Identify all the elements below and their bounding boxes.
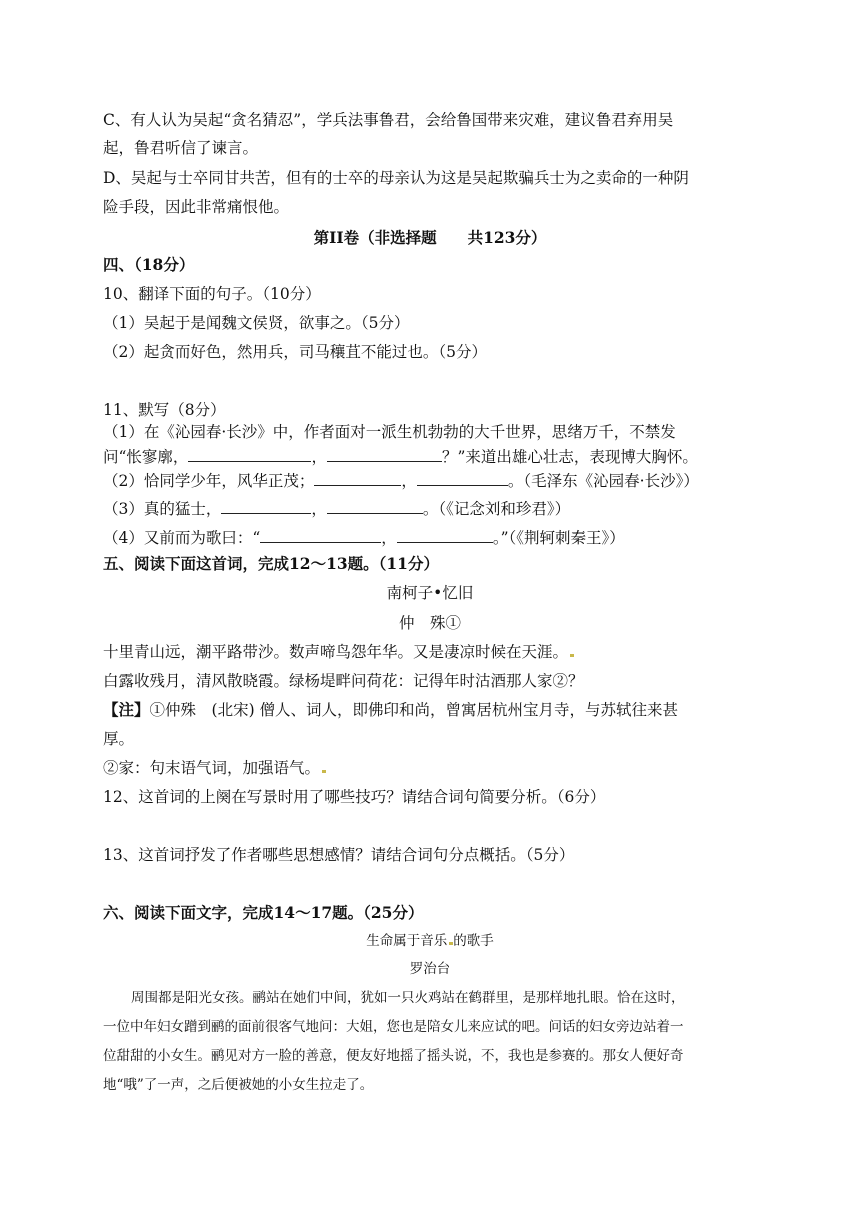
- poem-title: 南柯子•忆旧: [386, 584, 474, 602]
- fill-blank[interactable]: [188, 445, 311, 462]
- question-10-item-1: （1）吴起于是闻魏文侯贤，欲事之。（5分）: [103, 314, 410, 332]
- question-10: 10、翻译下面的句子。（10分）: [103, 285, 321, 303]
- option-c-line1: C、有人认为吴起“贪名猜忍”，学兵法事鲁君，会给鲁国带来灾难，建议鲁君弃用吴: [103, 111, 674, 129]
- note-2-text: ②家：句末语气词，加强语气。: [103, 759, 321, 777]
- fill-suffix: 。”（《荆轲刺秦王》）: [492, 529, 625, 547]
- question-11: 11、默写（8分）: [103, 401, 226, 419]
- article-author: 罗治台: [409, 961, 451, 977]
- question-11-item-1-line1: （1）在《沁园春·长沙》中，作者面对一派生机勃勃的大千世界，思绪万千，不禁发: [103, 423, 676, 441]
- fill-separator: ，: [401, 472, 417, 490]
- option-d-line1: D、吴起与士卒同甘共苦，但有的士卒的母亲认为这是吴起欺骗兵士为之卖命的一种阴: [103, 169, 689, 187]
- fill-suffix: ？”来道出雄心壮志，表现博大胸怀。: [441, 448, 698, 466]
- question-11-item-3: [103, 497, 570, 520]
- poem-line-2: 白露收残月，清风散晓霞。绿杨堤畔问荷花：记得年时沽酒那人家②？: [103, 672, 584, 690]
- section-four-heading: 四、（18分）: [103, 255, 195, 274]
- option-d-line2: 险手段，因此非常痛恨他。: [103, 198, 290, 216]
- fill-blank[interactable]: [327, 497, 423, 514]
- poem-author: 仲 殊①: [398, 614, 461, 632]
- article-title-part2: 的歌手: [453, 933, 494, 949]
- fill-prefix: 问“怅寥廓，: [103, 448, 189, 466]
- question-11-item-4: [103, 526, 625, 549]
- fill-blank[interactable]: [260, 526, 381, 543]
- note-1-text: ①仲殊 (北宋) 僧人、词人，即佛印和尚，曾寓居杭州宝月寺，与苏轼往来甚: [149, 701, 679, 719]
- fill-suffix: 。（毛泽东《沁园春·长沙》）: [507, 472, 699, 490]
- fill-blank[interactable]: [327, 445, 442, 462]
- poem-line-1: [103, 641, 574, 663]
- fill-prefix: （4）又前而为歌曰：“: [103, 529, 261, 547]
- poem-note-1: [103, 699, 678, 721]
- question-10-item-2: （2）起贪而好色，然用兵，司马穰苴不能过也。（5分）: [103, 343, 487, 361]
- section-five-heading: 五、阅读下面这首词，完成12～13题。（11分）: [103, 554, 439, 573]
- fill-separator: ，: [311, 448, 327, 466]
- article-paragraph-line: 位甜甜的小女生。鹂见对方一脸的善意，便友好地摇了摇头说，不，我也是参赛的。那女人便好奇: [103, 1048, 684, 1064]
- volume-ii-heading: 第II卷（非选择题 共123分）: [313, 228, 547, 247]
- fill-blank[interactable]: [417, 469, 508, 486]
- fill-prefix: （3）真的猛士，: [103, 500, 222, 518]
- question-11-item-2: [103, 469, 699, 492]
- fill-suffix: 。（《记念刘和珍君》）: [422, 500, 571, 518]
- article-paragraph-line: 周围都是阳光女孩。鹂站在她们中间，犹如一只火鸡站在鹤群里，是那样地扎眼。恰在这时，: [131, 990, 685, 1006]
- article-paragraph-line: 一位中年妇女蹭到鹂的面前很客气地问：大姐，您也是陪女儿来应试的吧。问话的妇女旁边站着一: [103, 1019, 684, 1035]
- fill-blank[interactable]: [221, 497, 311, 514]
- highlight-mark: [322, 770, 326, 773]
- article-paragraph-line: 地“哦”了一声，之后便被她的小女生拉走了。: [103, 1077, 374, 1093]
- fill-blank[interactable]: [314, 469, 401, 486]
- fill-prefix: （2）恰同学少年，风华正茂；: [103, 472, 315, 490]
- poem-note-1-cont: 厚。: [103, 730, 135, 748]
- section-six-heading: 六、阅读下面文字，完成14～17题。（25分）: [103, 903, 424, 922]
- fill-blank[interactable]: [397, 526, 493, 543]
- question-12: 12、这首词的上阕在写景时用了哪些技巧？请结合词句简要分析。（6分）: [103, 788, 606, 806]
- poem-note-2: [103, 757, 326, 779]
- poem-line-1-text: 十里青山远，潮平路带沙。数声啼鸟怨年华。又是凄凉时候在天涯。: [103, 643, 569, 661]
- option-c-line2: 起，鲁君听信了谏言。: [103, 139, 259, 157]
- question-13: 13、这首词抒发了作者哪些思想感情？请结合词句分点概括。（5分）: [103, 846, 575, 864]
- fill-separator: ，: [311, 500, 327, 518]
- article-title-part1: 生命属于音乐: [366, 933, 448, 949]
- note-label: 【注】: [103, 700, 150, 719]
- fill-separator: ，: [381, 529, 397, 547]
- question-11-item-1-line2: [103, 445, 698, 468]
- article-title: [0, 930, 860, 952]
- highlight-mark: [570, 654, 574, 657]
